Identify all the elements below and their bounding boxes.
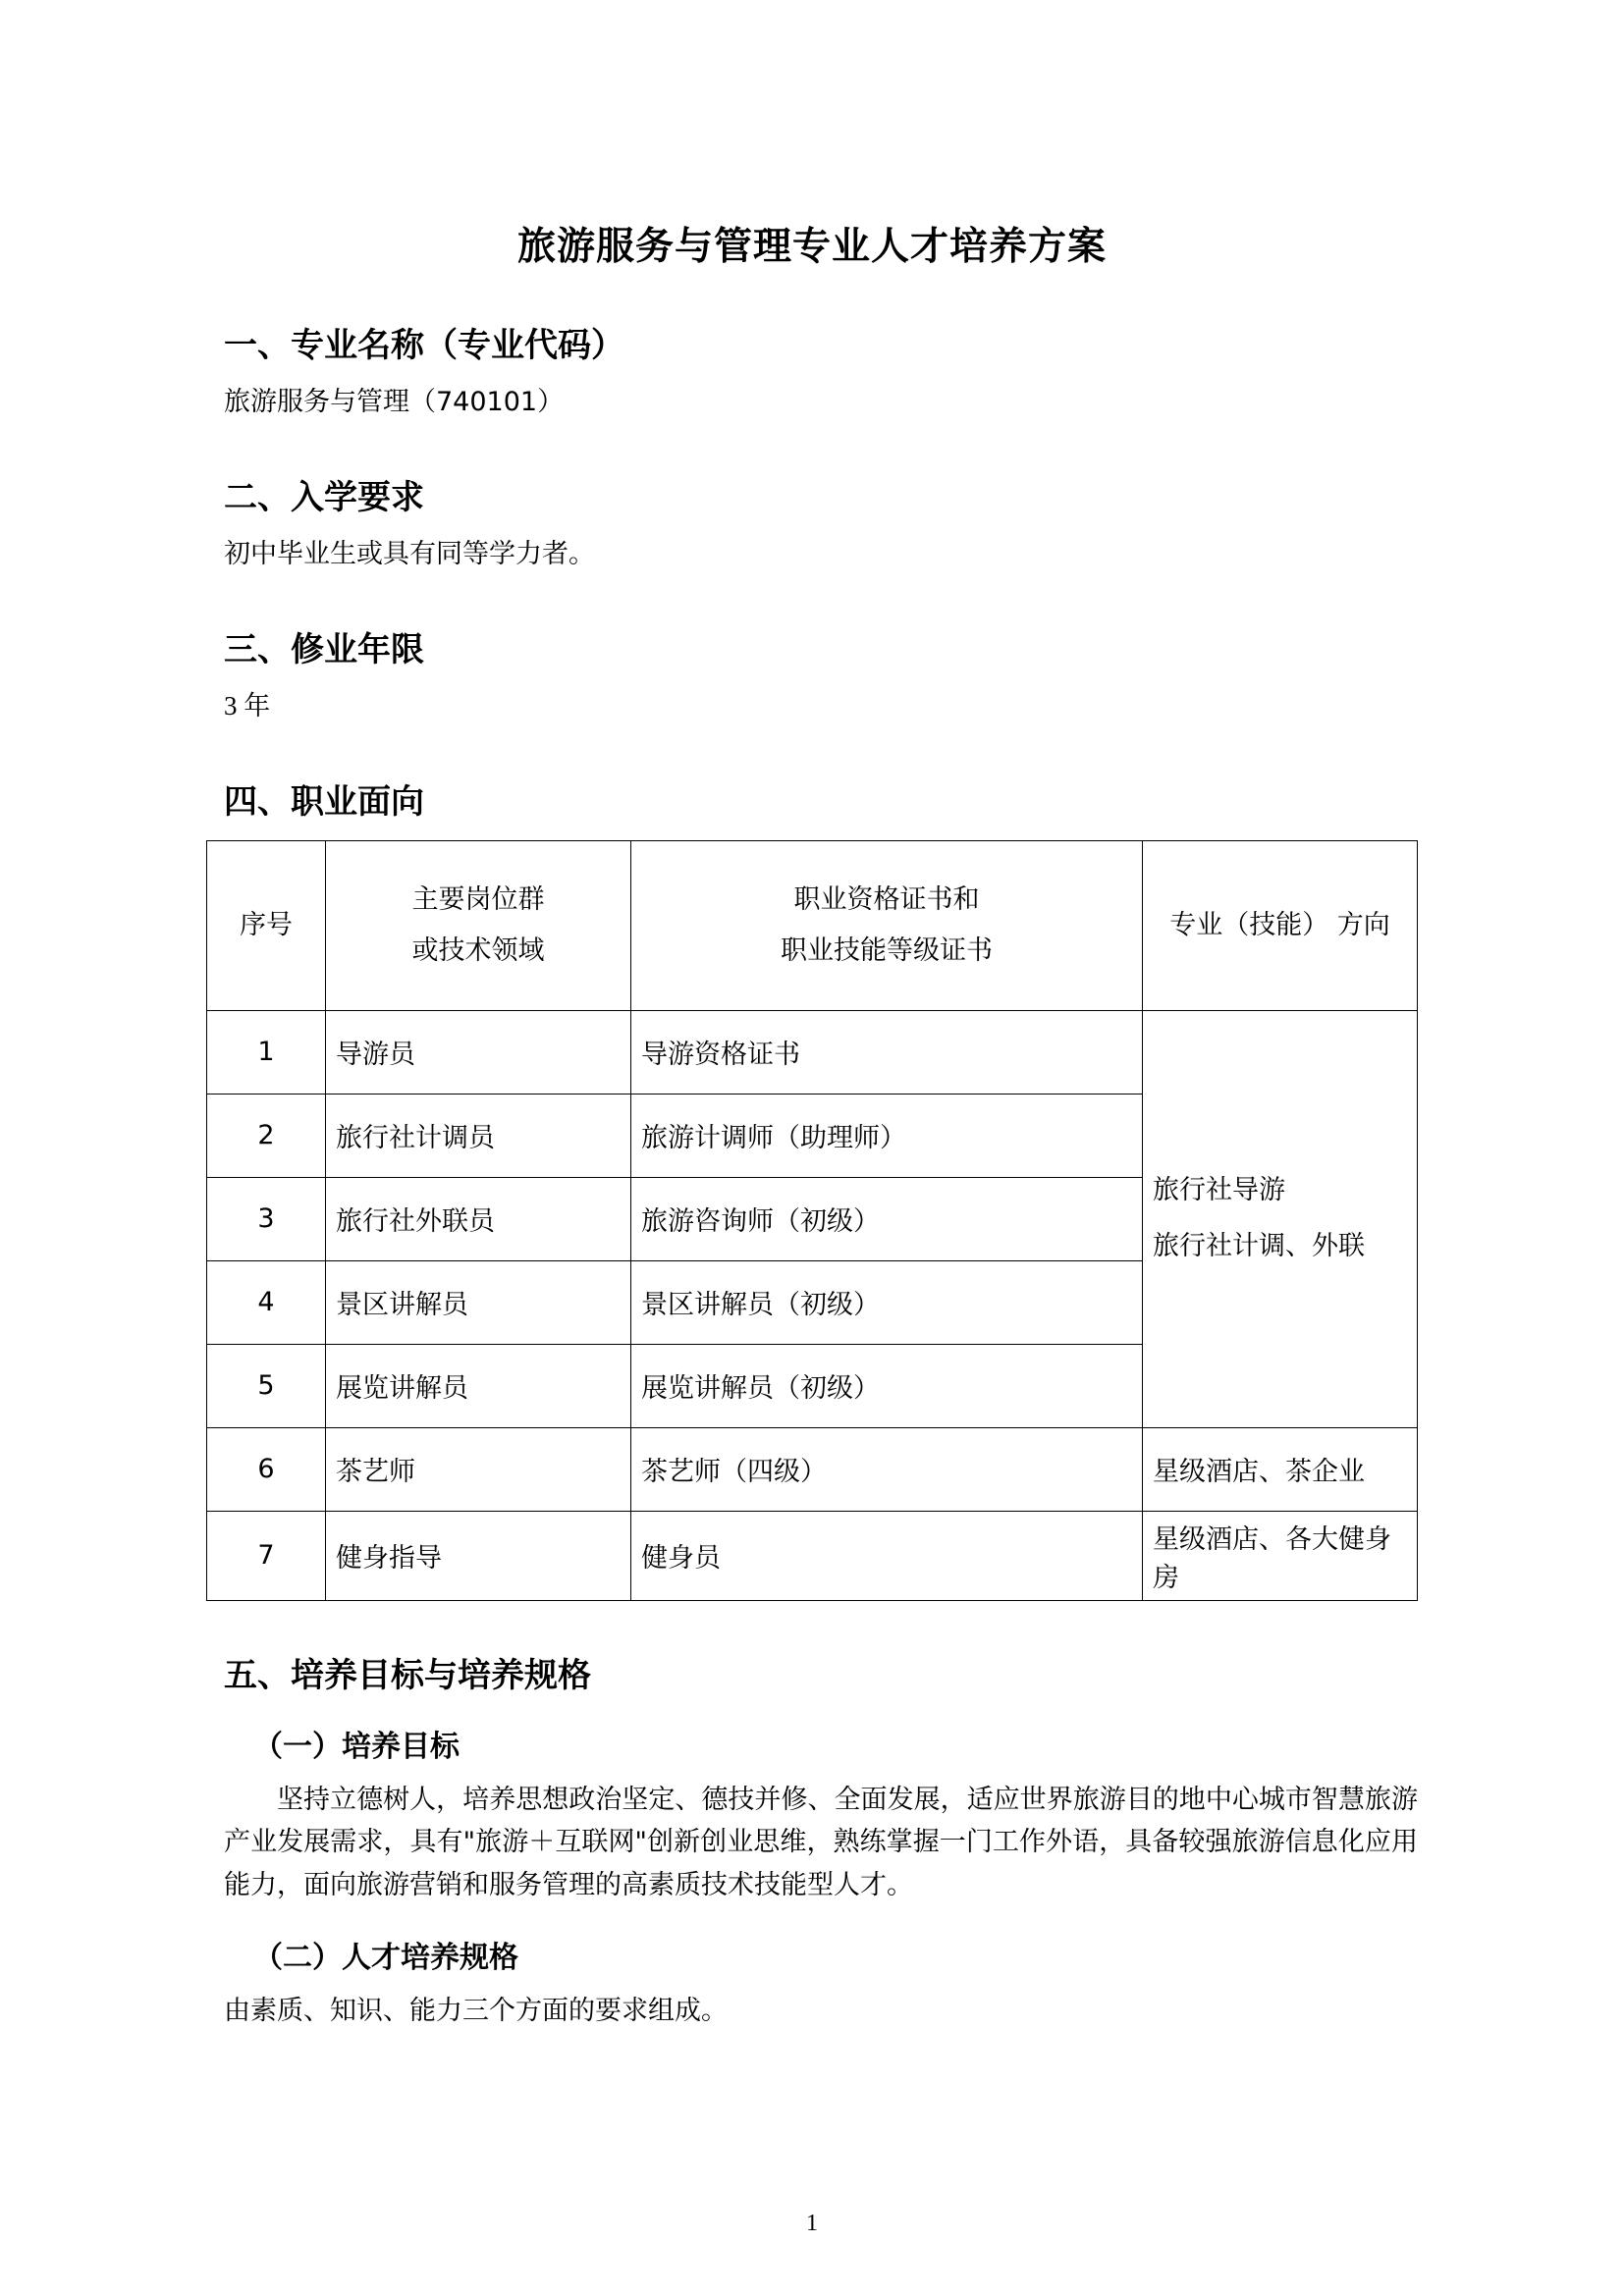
header-post-line2: 或技术领域 [411, 934, 545, 966]
header-cert-line2: 职业技能等级证书 [781, 934, 993, 966]
header-cert-line1: 职业资格证书和 [793, 884, 980, 916]
section-heading-1: 一、专业名称（专业代码） [224, 326, 624, 365]
page-title: 旅游服务与管理专业人才培养方案 [516, 225, 1107, 269]
header-cell-post [326, 840, 631, 1010]
job-orientation-table [206, 840, 1418, 1601]
section-heading-3: 三、修业年限 [224, 629, 424, 669]
table-row [207, 1511, 1418, 1600]
cell-no: 6 [207, 1427, 326, 1511]
cell-certificate: 茶艺师（四级） [631, 1427, 1143, 1511]
table-row [207, 1427, 1418, 1511]
subsection-heading-1: （一）培养目标 [253, 1729, 460, 1764]
cell-post: 导游员 [326, 1010, 631, 1094]
header-cell-no: 序号 [207, 840, 326, 1010]
direction-line2: 旅行社计调、外联 [1153, 1230, 1365, 1261]
section-text-2: 初中毕业生或具有同等学力者。 [224, 538, 595, 569]
cell-direction: 星级酒店、各大健身房 [1143, 1511, 1418, 1600]
subsection-text-2: 由素质、知识、能力三个方面的要求组成。 [224, 1995, 728, 2026]
cell-no: 4 [207, 1260, 326, 1344]
cell-no: 2 [207, 1094, 326, 1177]
cell-post: 景区讲解员 [326, 1260, 631, 1344]
header-cell-direction: 专业（技能） 方向 [1143, 840, 1418, 1010]
cell-post: 旅行社外联员 [326, 1177, 631, 1260]
direction-line1: 旅行社导游 [1153, 1174, 1285, 1205]
section-text-3: 3 年 [224, 690, 271, 721]
section-heading-5: 五、培养目标与培养规格 [224, 1655, 591, 1695]
cell-certificate: 旅游计调师（助理师） [631, 1094, 1143, 1177]
subsection-heading-2: （二）人才培养规格 [253, 1940, 518, 1975]
cell-no: 1 [207, 1010, 326, 1094]
cell-direction: 星级酒店、茶企业 [1143, 1427, 1418, 1511]
cell-certificate: 景区讲解员（初级） [631, 1260, 1143, 1344]
cell-post: 展览讲解员 [326, 1344, 631, 1427]
cell-direction-merged [1143, 1010, 1418, 1427]
section-heading-4: 四、职业面向 [224, 781, 424, 822]
cell-post: 旅行社计调员 [326, 1094, 631, 1177]
table-header-row [207, 840, 1418, 1010]
cell-post: 茶艺师 [326, 1427, 631, 1511]
section-heading-2: 二、入学要求 [224, 477, 424, 517]
cell-certificate: 健身员 [631, 1511, 1143, 1600]
cell-certificate: 旅游咨询师（初级） [631, 1177, 1143, 1260]
cell-no: 5 [207, 1344, 326, 1427]
cell-no: 3 [207, 1177, 326, 1260]
subsection-text-1: 坚持立德树人，培养思想政治坚定、德技并修、全面发展，适应世界旅游目的地中心城市智慧旅游产业发展需求，具有"旅游＋互联网"创新创业思维，熟练掌握一门工作外语，具备较强旅游信息化应用能力，面向旅游营销和服务管理的高素质技术技能型人才。 [224, 1784, 1418, 1900]
cell-certificate: 展览讲解员（初级） [631, 1344, 1143, 1427]
header-post-line1: 主要岗位群 [411, 884, 545, 916]
table-row [207, 1010, 1418, 1094]
section-text-1: 旅游服务与管理（740101） [224, 387, 565, 417]
page-number: 1 [806, 2211, 818, 2236]
cell-no: 7 [207, 1511, 326, 1600]
header-cell-certificate [631, 840, 1143, 1010]
cell-certificate: 导游资格证书 [631, 1010, 1143, 1094]
cell-post: 健身指导 [326, 1511, 631, 1600]
